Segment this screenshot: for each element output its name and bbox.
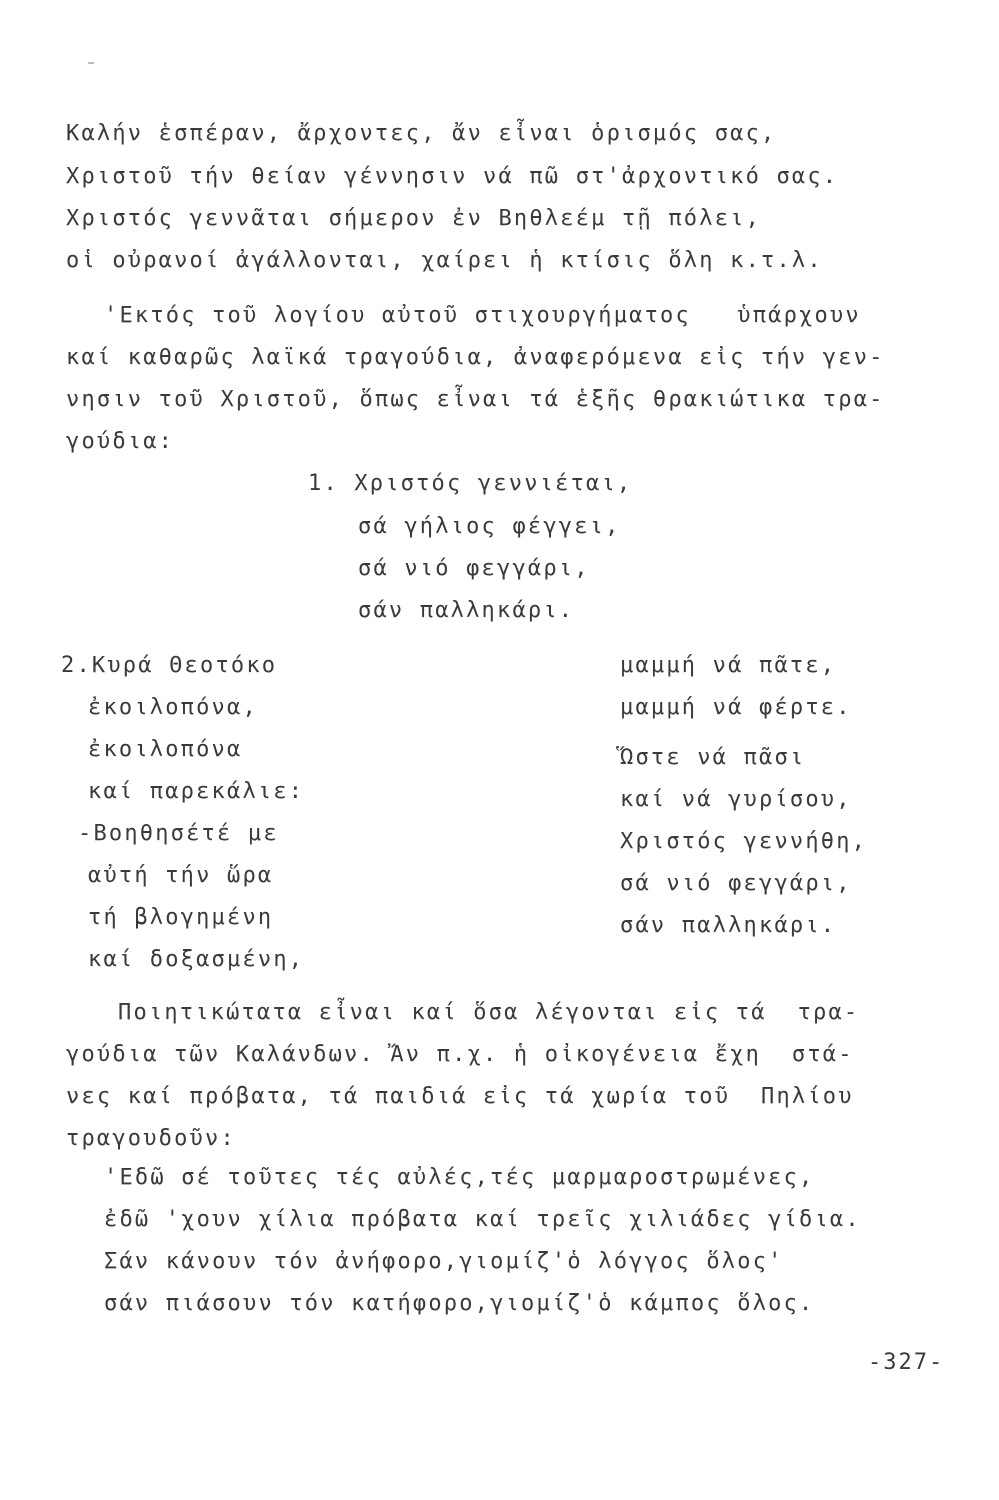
song-line: μαμμή νά πᾶτε, bbox=[620, 653, 837, 678]
paragraph-line: τραγουδοῦν: bbox=[66, 1126, 236, 1151]
song-line: τή βλογημένη bbox=[88, 905, 274, 930]
verse-line: Καλήν ἑσπέραν, ἄρχοντες, ἄν εἶναι ὁρισμός σας, bbox=[66, 121, 777, 146]
scan-speck bbox=[88, 62, 94, 64]
song-line: σάν πιάσουν τόν κατήφορο,γιομίζ'ὁ κάμπος ὅλος. bbox=[104, 1291, 815, 1316]
song-line: καί δοξασμένη, bbox=[88, 947, 305, 972]
verse-line: Χριστοῦ τήν θείαν γέννησιν νά πῶ στ'ἀρχοντικό σας. bbox=[66, 164, 839, 189]
paragraph-line: νες καί πρόβατα, τά παιδιά εἰς τά χωρία τοῦ Πηλίου bbox=[66, 1084, 854, 1109]
song-line: σάν παλληκάρι. bbox=[620, 913, 837, 938]
paragraph-line: 'Εκτός τοῦ λογίου αὐτοῦ στιχουργήματος ὑπάρχουν bbox=[104, 303, 861, 328]
paragraph-line: καί καθαρῶς λαϊκά τραγούδια, ἀναφερόμενα εἰς τήν γεν- bbox=[66, 345, 885, 370]
page-number: -327- bbox=[868, 1350, 945, 1375]
song-line: σά νιό φεγγάρι, bbox=[358, 556, 590, 581]
paragraph-line: γούδια: bbox=[66, 429, 175, 454]
song-line: καί παρεκάλιε: bbox=[88, 779, 305, 804]
song-line: σά γήλιος φέγγει, bbox=[358, 514, 621, 539]
paragraph-line: νησιν τοῦ Χριστοῦ, ὅπως εἶναι τά ἑξῆς θρακιώτικα τρα- bbox=[66, 387, 885, 412]
paragraph-line: γούδια τῶν Καλάνδων. Ἄν π.χ. ἡ οἰκογένεια ἔχη στά- bbox=[66, 1042, 854, 1067]
song-line: καί νά γυρίσου, bbox=[620, 787, 852, 812]
song-line: ἐκοιλοπόνα bbox=[88, 737, 243, 762]
song-line: -Βοηθησέτέ με bbox=[78, 821, 279, 846]
song-line: μαμμή νά φέρτε. bbox=[620, 695, 852, 720]
song-line: ἐκοιλοπόνα, bbox=[88, 695, 258, 720]
song-line: 2.Κυρά Θεοτόκο bbox=[61, 653, 278, 678]
song-line: Ὥστε νά πᾶσι bbox=[620, 745, 806, 770]
song-line: σά νιό φεγγάρι, bbox=[620, 871, 852, 896]
song-line: αὐτή τήν ὥρα bbox=[88, 863, 274, 888]
paragraph-line: Ποιητικώτατα εἶναι καί ὅσα λέγονται εἰς τά τρα- bbox=[118, 1000, 860, 1025]
song-line: σάν παλληκάρι. bbox=[358, 598, 575, 623]
verse-line: οἱ οὐρανοί ἀγάλλονται, χαίρει ἡ κτίσις ὅλη κ.τ.λ. bbox=[66, 248, 823, 273]
song-line: Χριστός γεννήθη, bbox=[620, 829, 868, 854]
song-line: 1. Χριστός γεννιέται, bbox=[308, 471, 633, 496]
song-line: ἐδῶ 'χουν χίλια πρόβατα καί τρεῖς χιλιάδες γίδια. bbox=[104, 1207, 861, 1232]
song-line: 'Εδῶ σέ τοῦτες τές αὐλές,τές μαρμαροστρωμένες, bbox=[104, 1165, 815, 1190]
song-line: Σάν κάνουν τόν ἀνήφορο,γιομίζ'ὁ λόγγος ὅλος' bbox=[104, 1249, 784, 1274]
verse-line: Χριστός γεννᾶται σήμερον ἐν Βηθλεέμ τῇ πόλει, bbox=[66, 206, 762, 231]
